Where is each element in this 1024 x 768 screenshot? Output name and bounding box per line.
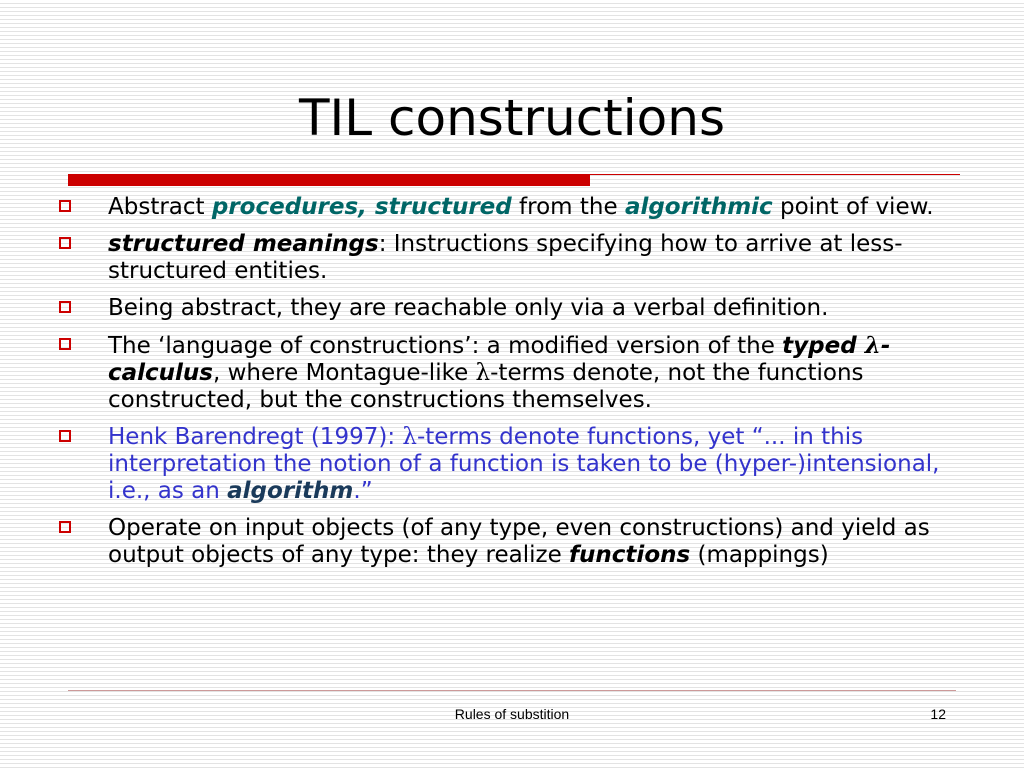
bullet-text: Being abstract, they are reachable only via a verbal definition. bbox=[108, 295, 829, 321]
bullet-item bbox=[0, 295, 1024, 322]
bullet-text: structured meanings: Instructions specifying how to arrive at less-structured entities. bbox=[108, 231, 903, 284]
footer-divider bbox=[68, 690, 956, 691]
title-underline-thick bbox=[68, 174, 590, 186]
bullet-text: Operate on input objects (of any type, even constructions) and yield as output objects of any type: they realize functions (mappings) bbox=[108, 515, 930, 568]
bullet-list bbox=[0, 194, 1024, 579]
hollow-square-bullet-icon bbox=[59, 338, 71, 350]
bullet-text: Henk Barendregt (1997): λ-terms denote functions, yet “... in this interpretation the notion of a function is taken to be (hyper-)intensional, i.e., as an algorithm.” bbox=[108, 424, 940, 504]
title-underline-thin bbox=[590, 174, 960, 175]
hollow-square-bullet-icon bbox=[59, 237, 71, 249]
bullet-text: The ‘language of constructions’: a modified version of the typed λ-calculus, where Montague-like λ-terms denote, not the functions constructed, but the constructions themselves. bbox=[108, 332, 891, 413]
bullet-item bbox=[0, 194, 1024, 221]
hollow-square-bullet-icon bbox=[59, 521, 71, 533]
hollow-square-bullet-icon bbox=[59, 301, 71, 313]
bullet-item-quote bbox=[0, 424, 1024, 505]
bullet-item bbox=[0, 515, 1024, 569]
slide-title: TIL constructions bbox=[298, 89, 726, 147]
bullet-item bbox=[0, 231, 1024, 285]
hollow-square-bullet-icon bbox=[59, 430, 71, 442]
footer-label: Rules of substition bbox=[454, 706, 570, 722]
hollow-square-bullet-icon bbox=[59, 200, 71, 212]
bullet-item bbox=[0, 332, 1024, 414]
page-number: 12 bbox=[930, 706, 946, 722]
bullet-text: Abstract procedures, structured from the algorithmic point of view. bbox=[108, 194, 934, 220]
